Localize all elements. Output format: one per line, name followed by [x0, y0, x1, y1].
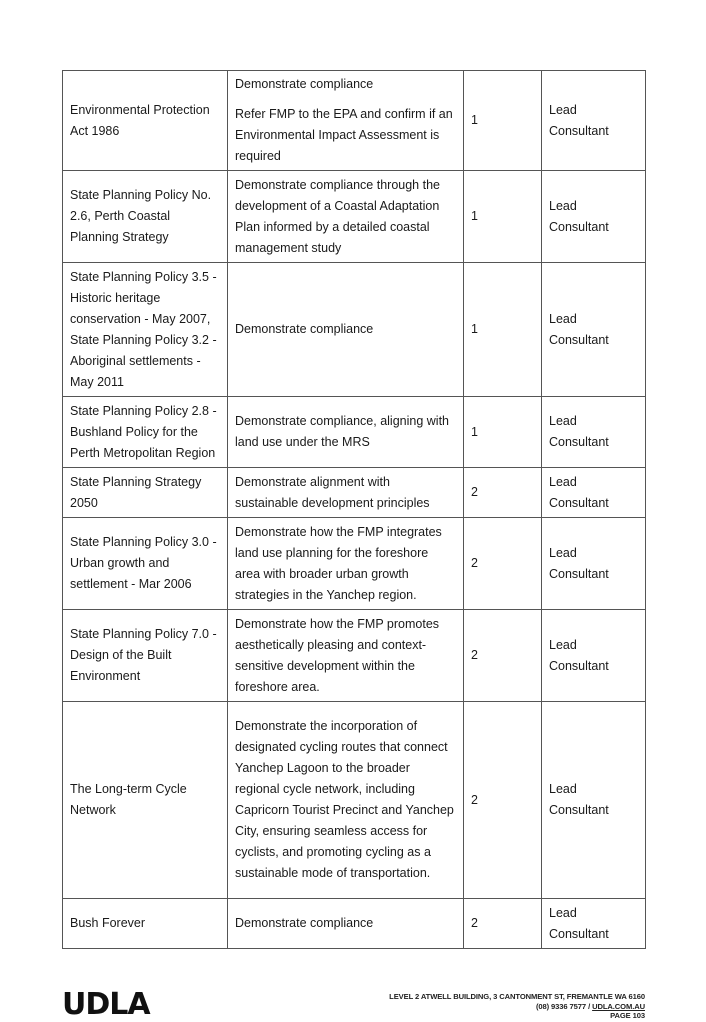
- table-row: [63, 263, 646, 397]
- action-cell: [228, 397, 464, 468]
- action-cell: [228, 899, 464, 949]
- priority-cell: 1: [464, 263, 542, 397]
- responsibility-cell: Lead Consultant: [542, 397, 646, 468]
- responsibility-cell: Lead Consultant: [542, 899, 646, 949]
- priority-cell: 1: [464, 71, 542, 171]
- action-cell: [228, 610, 464, 702]
- policy-cell: Bush Forever: [63, 899, 228, 949]
- footer-separator: /: [586, 1001, 593, 1011]
- priority-cell: 1: [464, 397, 542, 468]
- action-cell: [228, 518, 464, 610]
- responsibility-cell: Lead Consultant: [542, 518, 646, 610]
- policy-cell: The Long-term Cycle Network: [63, 702, 228, 899]
- table-row: [63, 71, 646, 171]
- priority-cell: 2: [464, 468, 542, 518]
- action-text: Demonstrate compliance through the development of a Coastal Adaptation Plan informed by a detailed coastal management study: [235, 177, 440, 255]
- priority-cell: 2: [464, 702, 542, 899]
- table-row: [63, 518, 646, 610]
- footer-address: LEVEL 2 ATWELL BUILDING, 3 CANTONMENT ST, FREMANTLE WA 6160: [389, 992, 645, 1001]
- action-text: Demonstrate how the FMP integrates land use planning for the foreshore area with broader urban growth strategies in the Yanchep region.: [235, 524, 442, 602]
- policy-cell: Environmental Protection Act 1986: [63, 71, 228, 171]
- action-cell: [228, 71, 464, 171]
- table-row: [63, 171, 646, 263]
- policy-cell: State Planning Policy 3.0 - Urban growth and settlement - Mar 2006: [63, 518, 228, 610]
- action-text: Demonstrate alignment with sustainable development principles: [235, 474, 430, 510]
- action-cell: [228, 263, 464, 397]
- action-text: Demonstrate compliance: [235, 916, 374, 930]
- action-cell: [228, 702, 464, 899]
- table-row: [63, 610, 646, 702]
- page-number: PAGE 103: [610, 1011, 645, 1021]
- action-text: Demonstrate the incorporation of designated cycling routes that connect Yanchep Lagoon to the broader regional cycle network, including Capricorn Tourist Precinct and Yanchep City, ensuring seamless access for cyclists, and promoting cycling as a sustainable mode of transportation.: [235, 719, 454, 880]
- table-row: [63, 702, 646, 899]
- udla-logo: UDLA: [62, 987, 150, 1022]
- footer-contact: [389, 992, 645, 1021]
- policy-cell: State Planning Policy No. 2.6, Perth Coastal Planning Strategy: [63, 171, 228, 263]
- table-row: [63, 397, 646, 468]
- responsibility-cell: Lead Consultant: [542, 702, 646, 899]
- requirements-table: [62, 70, 646, 949]
- footer-phone: (08) 9336 7577: [535, 1001, 587, 1011]
- responsibility-cell: Lead Consultant: [542, 468, 646, 518]
- action-text: Demonstrate compliance, aligning with land use under the MRS: [235, 414, 449, 449]
- policy-cell: State Planning Strategy 2050: [63, 468, 228, 518]
- footer-contact-line: [389, 1002, 645, 1012]
- action-cell: [228, 468, 464, 518]
- action-text: Demonstrate compliance: [235, 322, 374, 336]
- responsibility-cell: Lead Consultant: [542, 71, 646, 171]
- policy-cell: State Planning Policy 2.8 - Bushland Policy for the Perth Metropolitan Region: [63, 397, 228, 468]
- priority-cell: 1: [464, 171, 542, 263]
- responsibility-cell: Lead Consultant: [542, 610, 646, 702]
- priority-cell: 2: [464, 518, 542, 610]
- table-row: [63, 468, 646, 518]
- action-text: Demonstrate how the FMP promotes aesthetically pleasing and context-sensitive development within the foreshore area.: [235, 616, 440, 694]
- action-text: Refer FMP to the EPA and confirm if an Environmental Impact Assessment is required: [235, 107, 453, 163]
- policy-cell: State Planning Policy 7.0 - Design of the Built Environment: [63, 610, 228, 702]
- action-cell: [228, 171, 464, 263]
- policy-cell: State Planning Policy 3.5 - Historic heritage conservation - May 2007, State Planning Policy 3.2 - Aboriginal settlements - May 2011: [63, 263, 228, 397]
- responsibility-cell: Lead Consultant: [542, 171, 646, 263]
- priority-cell: 2: [464, 899, 542, 949]
- action-text: Demonstrate compliance: [235, 77, 374, 91]
- table-row: [63, 899, 646, 949]
- responsibility-cell: Lead Consultant: [542, 263, 646, 397]
- priority-cell: 2: [464, 610, 542, 702]
- footer-website-link[interactable]: UDLA.COM.AU: [592, 1001, 645, 1011]
